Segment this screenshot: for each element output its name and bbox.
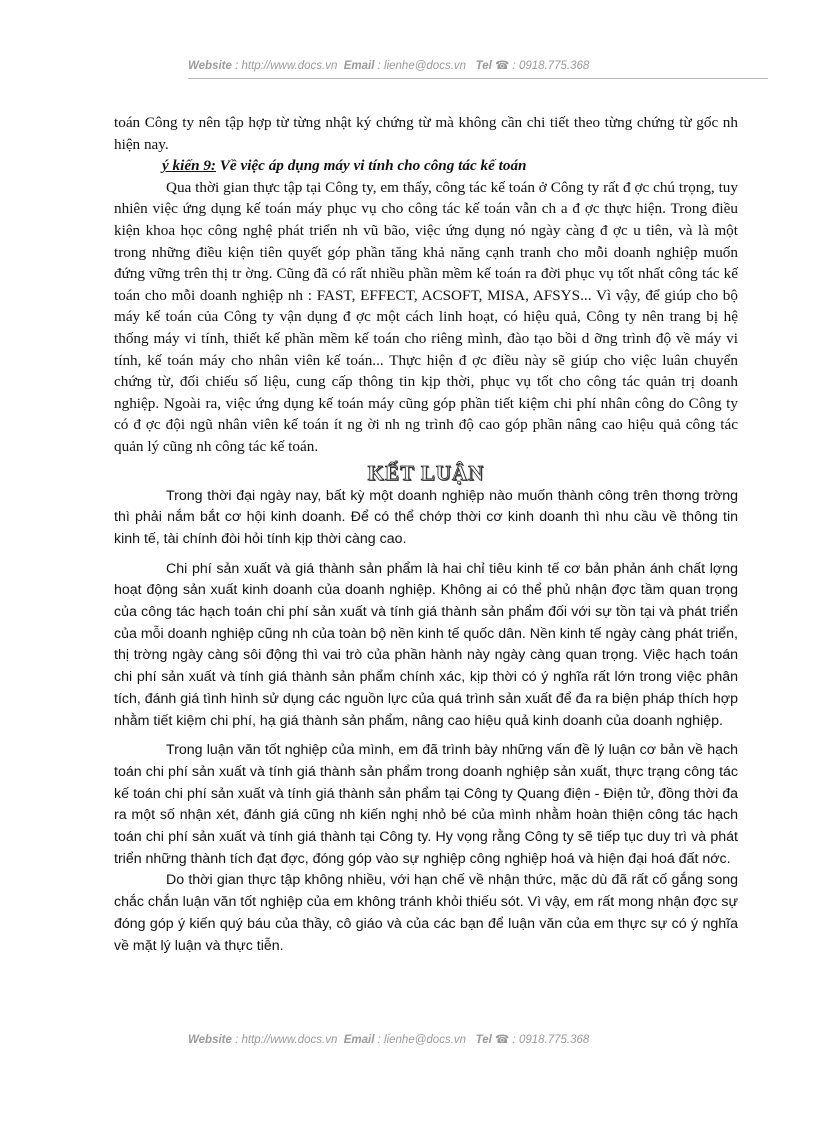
- conclusion-paragraph-1: Trong thời đại ngày nay, bất kỳ một doanh nghiệp nào muốn thành công trên thơng trờng thì phải nắm bắt cơ hội kinh doanh. Để có thể chớp thời cơ kinh doanh thì nhu cầu về thông tin kinh tế, tài chính đòi hỏi tính kịp thời càng cao.: [114, 487, 738, 547]
- section-heading: [162, 155, 738, 177]
- header-tel-value: ☎ : 0918.775.368: [495, 60, 590, 72]
- footer-website-label: Website: [188, 1034, 232, 1046]
- heading-label: ý kiến 9:: [162, 157, 216, 175]
- footer-email-link[interactable]: : lienhe@docs.vn: [377, 1034, 467, 1046]
- header-website-link[interactable]: : http://www.docs.vn: [235, 60, 338, 72]
- conclusion-paragraph-3: Trong luận văn tốt nghiệp của mình, em đã trình bày những vấn đề lý luận cơ bản về hạch toán chi phí sản xuất và tính giá thành sản phẩm trong doanh nghiệp sản xuất, thực trạng công tác kế toán chi phí sản xuất và tính giá thành sản phẩm tại Công ty Quang điện - Điện tử, đồng thời đa ra một số nhận xét, đánh giá cũng nh kiến nghị nhỏ bé của mình nhằm hoàn thiện công tác hạch toán chi phí sản xuất và tính giá thành tại Công ty. Hy vọng rằng Công ty sẽ tiếp tục duy trì và phát triển những thành tích đạt đợc, đóng góp vào sự nghiệp công nghiệp hoá và hiện đại hoá đất nớc.: [114, 742, 738, 867]
- header-website-label: Website: [188, 60, 232, 72]
- header-tel-label: Tel: [475, 60, 492, 72]
- document-body: [114, 112, 738, 957]
- footer-tel-label: Tel: [475, 1034, 492, 1046]
- heading-text: Về việc áp dụng máy vi tính cho công tác kế toán: [216, 157, 527, 175]
- header-email-link[interactable]: : lienhe@docs.vn: [377, 60, 467, 72]
- conclusion-paragraph-4: Do thời gian thực tập không nhiều, với hạn chế về nhận thức, mặc dù đã rất cố gắng song chắc chắn luận văn tốt nghiệp của em không tránh khỏi thiếu sót. Vì vậy, em rất mong nhận đợc sự đóng góp ý kiến quý báu của thầy, cô giáo và của các bạn để luận văn của em thực sự có ý nghĩa về mặt lý luận và thực tiễn.: [114, 872, 738, 954]
- conclusion-title: KẾT LUẬN: [367, 460, 485, 485]
- footer-website-link[interactable]: : http://www.docs.vn: [235, 1034, 338, 1046]
- paragraph-computer: Qua thời gian thực tập tại Công ty, em thấy, công tác kế toán ở Công ty rất đ ợc chú trọng, tuy nhiên việc ứng dụng kế toán máy phục vụ cho công tác kế toán vẫn ch a đ ợc thực hiện. Trong điều kiện khoa học công nghệ phát triển nh vũ bão, việc ứng dụng nó ngày càng đ ợc u tiên, và là một trong những điều kiện tiên quyết góp phần tăng khả năng cạnh tranh cho mỗi doanh nghiệp muốn đứng vững trên thị tr ờng. Cũng đã có rất nhiều phần mềm kế toán ra đời phục vụ tốt nhất công tác kế toán cho mỗi doanh nghiệp nh : FAST, EFFECT, ACSOFT, MISA, AFSYS... Vì vậy, để giúp cho bộ máy kế toán của Công ty vận dụng đ ợc một cách linh hoạt, có hiệu quả, Công ty nên trang bị hệ thống máy vi tính, thiết kế phần mềm kế toán cho riêng mình, đào tạo bồi d ỡng trình độ về máy vi tính, kế toán máy cho nhân viên kế toán... Thực hiện đ ợc điều này sẽ giúp cho việc luân chuyển chứng từ, đối chiếu số liệu, cung cấp thông tin kịp thời, phục vụ tốt cho công tác quản trị doanh nghiệp. Ngoài ra, việc ứng dụng kế toán máy cũng góp phần tiết kiệm chi phí nhân công do Công ty có đ ợc đội ngũ nhân viên kế toán ít ng ời nh ng trình độ cao góp phần nâng cao hiệu quả công tác quản lý cũng nh công tác kế toán.: [114, 178, 738, 455]
- footer-email-label: Email: [343, 1034, 375, 1046]
- paragraph-intro: toán Công ty nên tập hợp từ từng nhật ký chứng từ mà không cần chi tiết theo từng chứng từ gốc nh hiện nay.: [114, 114, 738, 153]
- page-footer: [188, 1032, 768, 1046]
- header-email-label: Email: [343, 60, 375, 72]
- page-header: [188, 58, 768, 79]
- footer-tel-value: ☎ : 0918.775.368: [495, 1034, 590, 1046]
- conclusion-paragraph-2: Chi phí sản xuất và giá thành sản phẩm là hai chỉ tiêu kinh tế cơ bản phản ánh chất lợng hoạt động sản xuất kinh doanh của doanh nghiệp. Không ai có thể phủ nhận đợc tầm quan trọng của công tác hạch toán chi phí sản xuất và tính giá thành sản phẩm đối với sự tồn tại và phát triển của mỗi doanh nghiệp cũng nh của toàn bộ nền kinh tế quốc dân. Nền kinh tế ngày càng phát triển, thị trờng ngày càng sôi động thì vai trò của phần hành này ngày càng quan trọng. Việc hạch toán chi phí sản xuất và tính giá thành sản phẩm chính xác, kịp thời có ý nghĩa rất lớn trong việc phân tích, đánh giá tình hình sử dụng các nguồn lực của quá trình sản xuất để đa ra biện pháp thích hợp nhằm tiết kiệm chi phí, hạ giá thành sản phẩm, nâng cao hiệu quả kinh doanh của doanh nghiệp.: [114, 560, 738, 729]
